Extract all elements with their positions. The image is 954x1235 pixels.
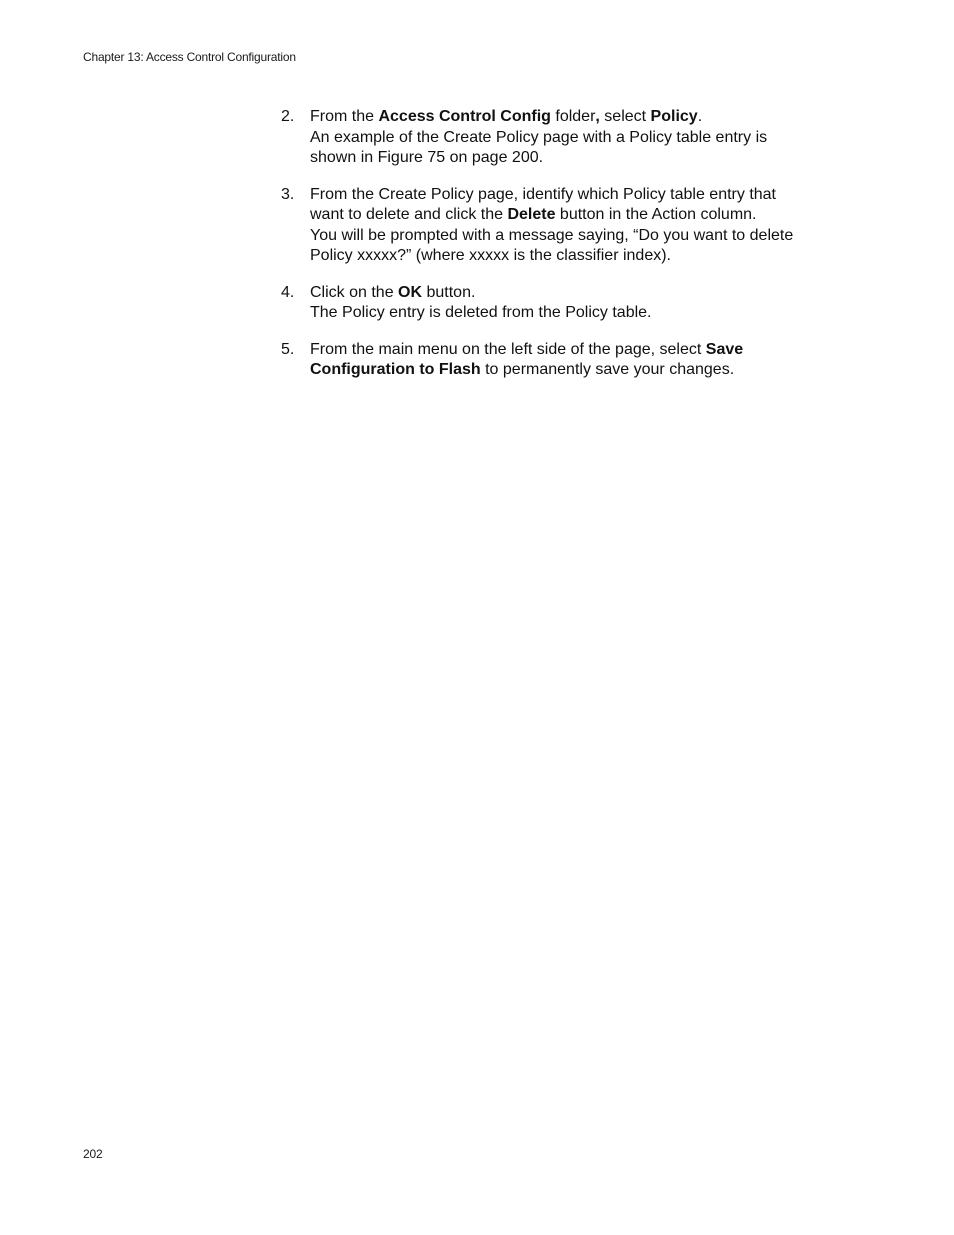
text-run: button. — [422, 283, 476, 301]
step-line — [310, 283, 841, 304]
ui-term-save: Save — [705, 340, 744, 358]
step-2 — [281, 107, 841, 169]
step-line: shown in Figure 75 on page 200. — [310, 149, 544, 166]
step-5 — [281, 340, 841, 381]
page-number: 202 — [83, 1147, 103, 1161]
step-line — [310, 107, 841, 128]
ui-term-configuration-to-flash: Configuration to Flash — [310, 361, 481, 378]
step-line: An example of the Create Policy page with a Policy table entry is — [310, 128, 768, 146]
text-run: button in the Action column. — [555, 206, 757, 223]
text-run: Click on the — [310, 283, 399, 301]
step-line — [310, 205, 841, 226]
text-run: From the — [310, 108, 379, 125]
step-number: 4. — [281, 283, 295, 301]
step-4 — [281, 283, 841, 324]
text-run: select — [599, 108, 651, 125]
running-header: Chapter 13: Access Control Configuration — [83, 50, 296, 64]
procedure-steps — [281, 107, 841, 397]
text-run: . — [697, 108, 703, 125]
text-run: to permanently save your changes. — [480, 361, 735, 378]
step-line: From the Create Policy page, identify which Policy table entry that — [310, 185, 776, 203]
step-number: 3. — [281, 185, 295, 203]
step-line: You will be prompted with a message saying, “Do you want to delete — [310, 226, 794, 244]
text-run: folder — [550, 108, 596, 125]
step-line: The Policy entry is deleted from the Policy table. — [310, 304, 652, 321]
ui-term-ok: OK — [398, 283, 423, 301]
ui-term-delete: Delete — [507, 206, 556, 223]
step-number: 5. — [281, 340, 295, 358]
ui-term-access-control-config: Access Control Config — [378, 108, 551, 125]
step-line — [310, 360, 841, 381]
ui-term-policy: Policy — [650, 108, 698, 125]
text-run: , — [595, 108, 600, 125]
text-run: From the main menu on the left side of the page, select — [310, 340, 706, 358]
step-number: 2. — [281, 108, 295, 125]
step-3 — [281, 185, 841, 267]
step-line: Policy xxxxx?” (where xxxxx is the classifier index). — [310, 247, 671, 264]
step-line — [310, 340, 841, 361]
text-run: want to delete and click the — [310, 206, 508, 223]
